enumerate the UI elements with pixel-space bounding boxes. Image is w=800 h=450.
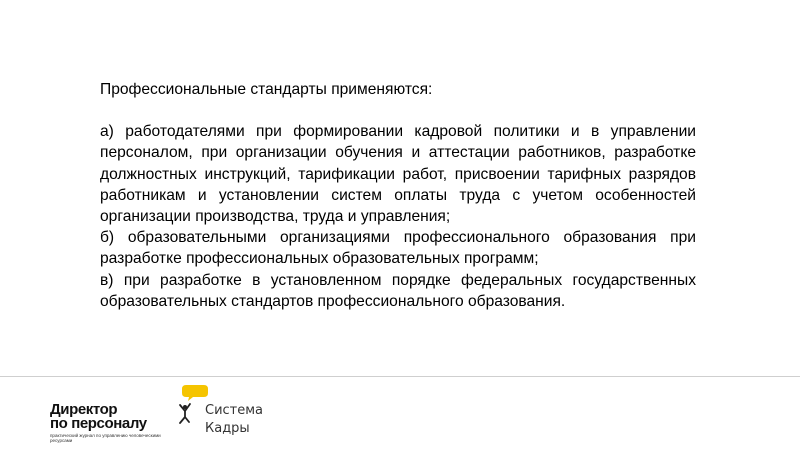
- sistema-kadry-logo: [178, 383, 288, 443]
- director-logo-tagline: практический журнал по управлению человеческими ресурсами: [50, 433, 161, 443]
- sistema-kadry-name: [205, 402, 263, 438]
- list-item-b: б) образовательными организациями профессионального образования при разработке профессиональных образовательных программ;: [100, 229, 696, 268]
- director-logo-line1: Директор: [50, 401, 118, 418]
- list-item-a: а) работодателями при формировании кадровой политики и в управлении персоналом, при организации обучения и аттестации работников, разработке должностных инструкций, тарификации работ, присвоении тарифных разрядов работникам и установлении систем оплаты труда с учетом особенностей организации производства, труда и управления;: [100, 123, 696, 226]
- slide-heading: Профессиональные стандарты применяются:: [100, 81, 433, 98]
- director-logo: [50, 403, 170, 443]
- slide-text: [100, 79, 696, 312]
- sistema-logo-line2: Кадры: [205, 421, 250, 436]
- footer-divider: [0, 376, 800, 377]
- list-item-c: в) при разработке в установленном порядке федеральных государственных образовательных стандартов профессионального образования.: [100, 271, 696, 310]
- director-logo-line2: по персоналу: [50, 415, 147, 432]
- sistema-logo-line1: Система: [205, 403, 264, 418]
